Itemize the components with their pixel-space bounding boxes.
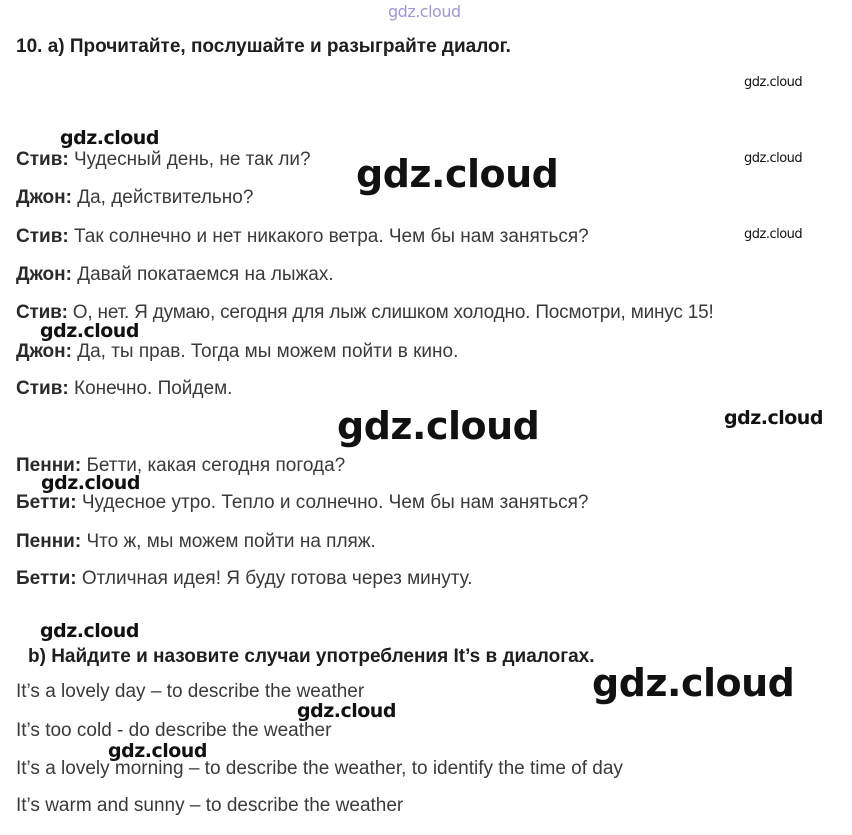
speaker-name: Стив: [16, 149, 69, 170]
dialogue-line [16, 378, 232, 400]
dialogue-line [16, 302, 714, 324]
dialogue-line [16, 226, 589, 248]
answer-line: It’s a lovely day – to describe the weather [16, 681, 365, 702]
speaker-name: Стив: [16, 378, 69, 399]
line-text: Отличная идея! Я буду готова через минуту. [76, 568, 473, 589]
speaker-name: Джон: [16, 341, 72, 362]
dialogue-line [16, 455, 345, 477]
line-text: Чудесное утро. Тепло и солнечно. Чем бы нам заняться? [76, 492, 589, 513]
dialogue-line [16, 341, 458, 363]
watermark: gdz.cloud [41, 472, 140, 494]
speaker-name: Джон: [16, 187, 72, 208]
answer-line: It’s warm and sunny – to describe the weather [16, 795, 404, 816]
line-text: Давай покатаемся на лыжах. [71, 264, 334, 285]
watermark: gdz.cloud [40, 320, 139, 342]
speaker-name: Пенни: [16, 531, 82, 552]
watermark: gdz.cloud [744, 227, 803, 242]
watermark: gdz.cloud [592, 661, 795, 705]
watermark: gdz.cloud [40, 620, 139, 642]
line-text: Конечно. Пойдем. [68, 378, 233, 399]
watermark: gdz.cloud [337, 404, 540, 448]
answer-line: It’s too cold - do describe the weather [16, 720, 332, 741]
watermark: gdz.cloud [388, 2, 461, 21]
speaker-name: Пенни: [16, 455, 82, 476]
line-text: Так солнечно и нет никакого ветра. Чем бы нам заняться? [68, 226, 589, 247]
line-text: Да, ты прав. Тогда мы можем пойти в кино. [71, 341, 459, 362]
line-text: Да, действительно? [71, 187, 254, 208]
watermark: gdz.cloud [744, 151, 803, 166]
speaker-name: Стив: [16, 226, 69, 247]
dialogue-line [16, 568, 473, 590]
watermark: gdz.cloud [60, 127, 159, 149]
dialogue-line [16, 187, 253, 209]
speaker-name: Стив: [16, 302, 68, 323]
answer-line: It’s a lovely morning – to describe the weather, to identify the time of day [16, 758, 623, 779]
watermark: gdz.cloud [744, 75, 803, 90]
dialogue-line [16, 149, 311, 171]
watermark: gdz.cloud [356, 152, 559, 196]
dialogue-line [16, 531, 376, 553]
watermark: gdz.cloud [297, 700, 396, 722]
speaker-name: Бетти: [16, 492, 77, 513]
watermark: gdz.cloud [724, 407, 823, 429]
speaker-name: Бетти: [16, 568, 77, 589]
line-text: Бетти, какая сегодня погода? [81, 455, 346, 476]
watermark: gdz.cloud [108, 740, 207, 762]
task-heading-b: b) Найдите и назовите случаи употребления It’s в диалогах. [28, 646, 595, 667]
line-text: Что ж, мы можем пойти на пляж. [81, 531, 376, 552]
task-heading-a: 10. a) Прочитайте, послушайте и разыграйте диалог. [16, 36, 511, 57]
speaker-name: Джон: [16, 264, 72, 285]
line-text: О, нет. Я думаю, сегодня для лыж слишком холодно. Посмотри, минус 15! [67, 302, 714, 323]
dialogue-line [16, 264, 334, 286]
line-text: Чудесный день, не так ли? [68, 149, 311, 170]
dialogue-line [16, 492, 589, 514]
